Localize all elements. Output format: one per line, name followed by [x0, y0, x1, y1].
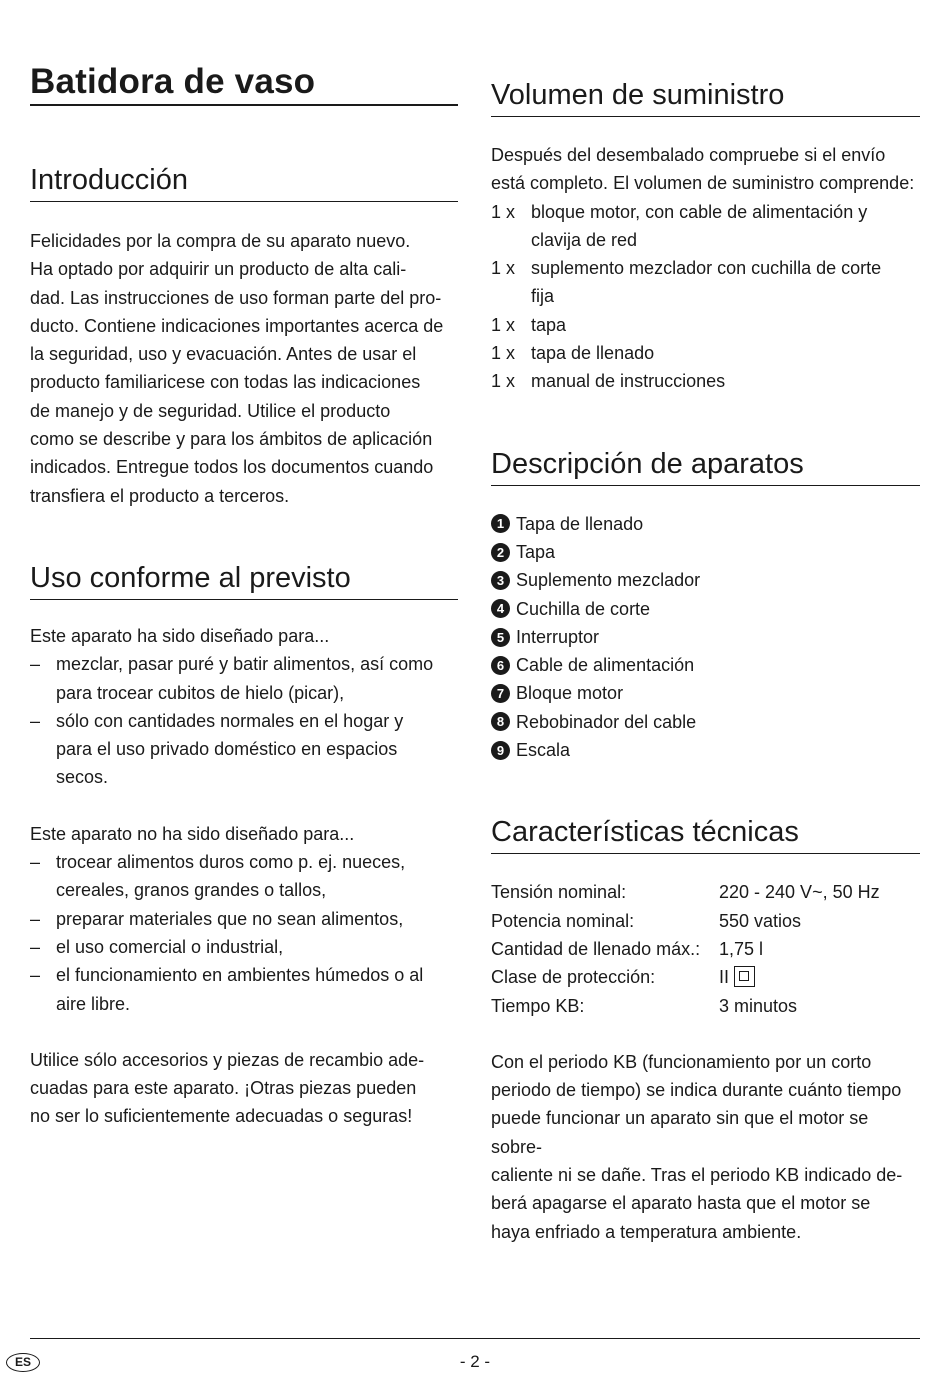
number-badge: 6	[491, 656, 510, 675]
text-line: transfiera el producto a terceros.	[30, 485, 290, 506]
designed-for-intro: Este aparato ha sido diseñado para...	[30, 625, 330, 646]
text-line: manual de instrucciones	[531, 371, 726, 392]
text-line: aire libre.	[56, 993, 131, 1014]
text-line: caliente ni se dañe. Tras el periodo KB indicado de-	[491, 1165, 903, 1186]
list-item	[30, 933, 458, 961]
text-line: cuadas para este aparato. ¡Otras piezas pueden	[30, 1078, 417, 1099]
text-line: secos.	[56, 767, 109, 788]
document-title: Batidora de vaso	[30, 62, 458, 106]
text-line: trocear alimentos duros como p. ej. nueces,	[56, 852, 406, 873]
protection-class-value: II	[719, 967, 730, 988]
list-item	[30, 961, 458, 1018]
text-line: no ser lo suficientemente adecuadas o seguras!	[30, 1106, 413, 1127]
table-row	[491, 935, 880, 963]
text-line: indicados. Entregue todos los documentos cuando	[30, 457, 434, 478]
text-line: tapa	[531, 314, 567, 335]
text-line: está completo. El volumen de suministro comprende:	[491, 173, 915, 194]
list-item	[491, 651, 920, 679]
dash-bullet: –	[30, 710, 41, 731]
list-item	[30, 905, 458, 933]
text-line: Después del desembalado compruebe si el envío	[491, 145, 886, 165]
list-item	[491, 510, 920, 538]
intended-use-heading: Uso conforme al previsto	[30, 560, 458, 600]
text-line: mezclar, pasar puré y batir alimentos, así como	[56, 654, 434, 675]
text-line: tapa de llenado	[531, 343, 655, 364]
supply-intro	[491, 141, 920, 198]
text-line: bloque motor, con cable de alimentación y	[531, 201, 868, 222]
spec-key: Potencia nominal:	[491, 910, 635, 931]
number-badge: 5	[491, 628, 510, 647]
spec-value: 550 vatios	[719, 910, 802, 931]
text-line: Con el periodo KB (funcionamiento por un corto	[491, 1051, 872, 1072]
protection-class-ii-icon	[734, 966, 755, 987]
text-line: producto familiaricese con todas las indicaciones	[30, 372, 421, 393]
number-badge: 9	[491, 741, 510, 760]
table-row	[491, 963, 880, 991]
page-number: - 2 -	[459, 1352, 491, 1371]
spec-key: Cantidad de llenado máx.:	[491, 938, 701, 959]
part-label: Cuchilla de corte	[516, 598, 651, 619]
spec-key: Clase de protección:	[491, 967, 656, 988]
text-line: ducto. Contiene indicaciones importantes acerca de	[30, 315, 444, 336]
text-line: de manejo y de seguridad. Utilice el producto	[30, 400, 391, 421]
list-item	[491, 198, 920, 255]
intro-paragraph	[30, 227, 458, 510]
text-line: la seguridad, uso y evacuación. Antes de usar el	[30, 344, 417, 365]
right-column	[491, 0, 920, 1246]
supply-heading: Volumen de suministro	[491, 77, 920, 117]
text-line: suplemento mezclador con cuchilla de corte	[531, 258, 882, 279]
text-line: sólo con cantidades normales en el hogar y	[56, 710, 404, 731]
text-line: para el uso privado doméstico en espacios	[56, 739, 398, 760]
dash-bullet: –	[30, 936, 41, 957]
text-line: el uso comercial o industrial,	[56, 936, 284, 957]
left-column	[30, 0, 458, 1131]
list-item	[491, 736, 920, 764]
text-line: puede funcionar un aparato sin que el motor se sobre-	[491, 1108, 869, 1157]
part-label: Rebobinador del cable	[516, 711, 697, 732]
part-label: Interruptor	[516, 626, 600, 647]
text-line: Utilice sólo accesorios y piezas de recambio ade-	[30, 1049, 425, 1070]
spec-key: Tensión nominal:	[491, 882, 627, 903]
list-item	[491, 367, 920, 395]
number-badge: 4	[491, 599, 510, 618]
text-line: preparar materiales que no sean alimentos,	[56, 908, 404, 929]
number-badge: 1	[491, 514, 510, 533]
supply-list	[491, 198, 920, 396]
text-line: Ha optado por adquirir un producto de alta cali-	[30, 259, 407, 280]
table-row	[491, 992, 880, 1020]
description-heading: Descripción de aparatos	[491, 446, 920, 486]
table-row	[491, 907, 880, 935]
text-line: Felicidades por la compra de su aparato nuevo.	[30, 231, 411, 251]
list-item	[491, 566, 920, 594]
list-item	[30, 848, 458, 905]
list-item	[30, 707, 458, 792]
quantity: 1 x	[491, 314, 516, 335]
text-line: como se describe y para los ámbitos de aplicación	[30, 429, 433, 450]
text-line: periodo de tiempo) se indica durante cuánto tiempo	[491, 1080, 902, 1101]
number-badge: 3	[491, 571, 510, 590]
footer-divider	[30, 1338, 920, 1339]
list-item	[491, 679, 920, 707]
spec-value: 3 minutos	[719, 995, 798, 1016]
accessories-paragraph	[30, 1046, 458, 1131]
list-item	[30, 650, 458, 707]
list-item	[491, 339, 920, 367]
list-item	[491, 538, 920, 566]
spec-value-protection	[719, 963, 880, 991]
list-item	[491, 623, 920, 651]
dash-bullet: –	[30, 852, 41, 873]
part-label: Tapa	[516, 541, 556, 562]
dash-bullet: –	[30, 654, 41, 675]
designed-for-list	[30, 650, 458, 791]
dash-bullet: –	[30, 908, 41, 929]
quantity: 1 x	[491, 258, 516, 279]
table-row	[491, 878, 880, 906]
list-item	[491, 595, 920, 623]
number-badge: 2	[491, 543, 510, 562]
spec-value: 1,75 l	[719, 938, 764, 959]
quantity: 1 x	[491, 201, 516, 222]
part-label: Tapa de llenado	[516, 513, 644, 534]
number-badge: 8	[491, 712, 510, 731]
list-item	[491, 254, 920, 311]
quantity: 1 x	[491, 371, 516, 392]
text-line: el funcionamiento en ambientes húmedos o al	[56, 965, 424, 986]
kb-paragraph	[491, 1048, 920, 1246]
number-badge: 7	[491, 684, 510, 703]
list-item	[491, 708, 920, 736]
text-line: para trocear cubitos de hielo (picar),	[56, 682, 345, 703]
part-label: Escala	[516, 740, 571, 761]
text-line: haya enfriado a temperatura ambiente.	[491, 1221, 802, 1242]
text-line: dad. Las instrucciones de uso forman parte del pro-	[30, 287, 442, 308]
text-line: cereales, granos grandes o tallos,	[56, 880, 327, 901]
parts-list	[491, 510, 920, 765]
not-designed-for-list	[30, 848, 458, 1018]
language-badge: ES	[6, 1353, 40, 1372]
spec-key: Tiempo KB:	[491, 995, 585, 1016]
not-designed-for-intro: Este aparato no ha sido diseñado para...	[30, 823, 355, 844]
spec-value: 220 - 240 V~, 50 Hz	[719, 882, 880, 903]
dash-bullet: –	[30, 965, 41, 986]
list-item	[491, 311, 920, 339]
intro-heading: Introducción	[30, 162, 458, 202]
quantity: 1 x	[491, 343, 516, 364]
specs-heading: Características técnicas	[491, 814, 920, 854]
part-label: Cable de alimentación	[516, 655, 695, 676]
part-label: Bloque motor	[516, 683, 624, 704]
text-line: berá apagarse el aparato hasta que el motor se	[491, 1193, 871, 1214]
text-line: clavija de red	[531, 229, 638, 250]
part-label: Suplemento mezclador	[516, 570, 701, 591]
text-line: fija	[531, 286, 555, 307]
specs-table	[491, 878, 880, 1019]
